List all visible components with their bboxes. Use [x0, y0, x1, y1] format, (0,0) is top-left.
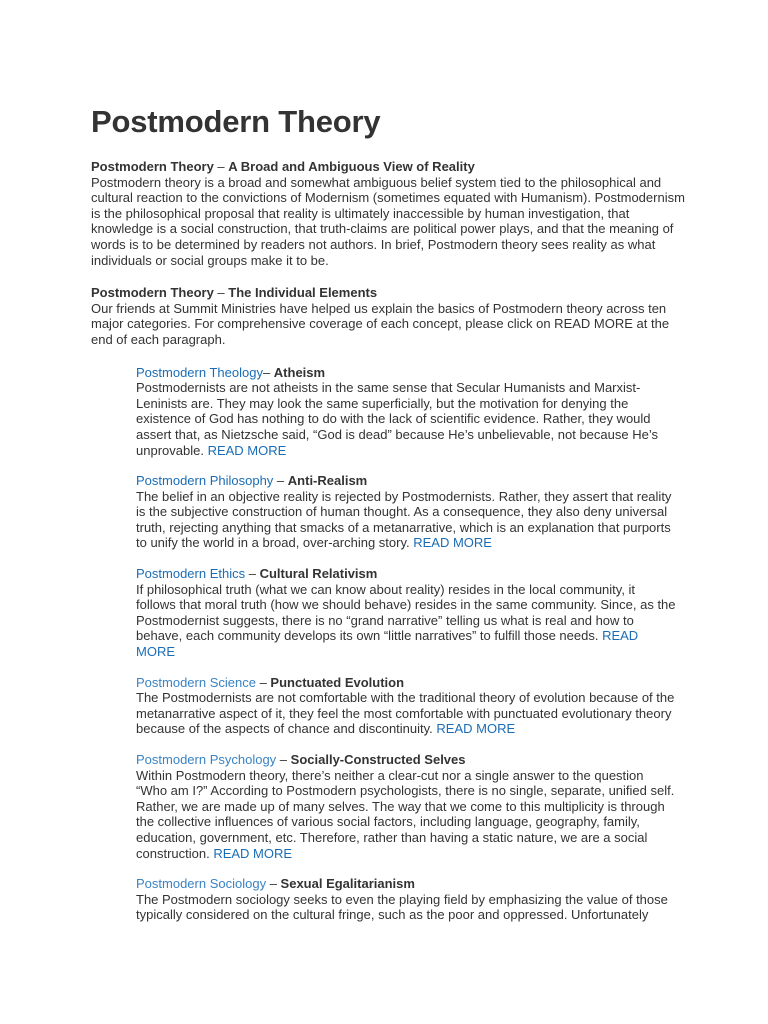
- section-heading-suffix: A Broad and Ambiguous View of Reality: [228, 159, 475, 174]
- category-text: Postmodernists are not atheists in the same sense that Secular Humanists and Marxist-Leninists are. They may look the same superficially, but the motivation for denying the existence of God has nothing to do with the lack of scientific evidence. Rather, they would assert that, as Nietzsche said, “God is dead” because He’s unbelievable, not because He’s unprovable.: [136, 380, 658, 458]
- category-label: Anti-Realism: [287, 473, 368, 489]
- category-text: The Postmodernists are not comfortable with the traditional theory of evolution because of the metanarrative aspect of it, they feel the most comfortable with punctuated evolutionary theory because of the aspects of chance and discontinuity.: [136, 690, 675, 737]
- category-body: [136, 892, 676, 923]
- section-broad-view: [91, 159, 688, 268]
- category-label: Sexual Egalitarianism: [280, 876, 415, 892]
- category-psychology: [136, 752, 676, 861]
- category-body: [136, 489, 676, 551]
- category-heading: [136, 365, 676, 381]
- category-sep: –: [245, 566, 260, 582]
- read-more-link[interactable]: READ MORE: [436, 721, 516, 737]
- category-label: Cultural Relativism: [259, 566, 378, 582]
- section-heading: [91, 285, 688, 301]
- category-text: The belief in an objective reality is rejected by Postmodernists. Rather, they assert that reality is the subjective construction of human thought. As a consequence, they also deny universal truth, rejecting anything that smacks of a metanarrative, which is an explanation that purports to unify the world in a broad, over-arching story.: [136, 488, 672, 551]
- category-text: If philosophical truth (what we can know about reality) resides in the local community, it follows that moral truth (how we should behave) resides in the same community. Since, as the Postmodernist suggests, there is no “grand narrative” telling us what is real and how to behave, each community develops its own “little narratives” to fulfill those needs.: [136, 581, 676, 644]
- section-heading-prefix: Postmodern Theory: [91, 159, 214, 174]
- category-label: Socially-Constructed Selves: [290, 752, 466, 767]
- category-topic-link[interactable]: Postmodern Sociology: [136, 876, 267, 892]
- category-heading: [136, 876, 676, 892]
- category-topic-link[interactable]: Postmodern Science: [136, 674, 256, 690]
- category-label: Punctuated Evolution: [270, 674, 405, 690]
- category-topic-link[interactable]: Postmodern Psychology: [136, 752, 277, 767]
- category-body: [136, 582, 676, 660]
- category-sep: –: [276, 752, 291, 767]
- section-heading-prefix: Postmodern Theory: [91, 285, 214, 301]
- section-body: Postmodern theory is a broad and somewhat ambiguous belief system tied to the philosophical and cultural reaction to the convictions of Modernism (sometimes equated with Humanism). Postmodernism is the philosophical proposal that reality is ultimately inaccessible by human investigation, that knowledge is a social construction, that truth-claims are political power plays, and that the meaning of words is to be determined by readers not authors. In brief, Postmodern theory sees reality as what individuals or social groups make it to be.: [91, 174, 685, 268]
- category-heading: [136, 752, 676, 768]
- category-body: [136, 768, 676, 862]
- category-heading: [136, 473, 676, 489]
- category-sep: –: [273, 473, 288, 489]
- category-body: [136, 690, 676, 737]
- category-sociology: [136, 876, 676, 923]
- section-individual-elements: [91, 285, 688, 347]
- category-text: The Postmodern sociology seeks to even the playing field by emphasizing the value of those typically considered on the cultural fringe, such as the poor and oppressed. Unfortunately: [136, 891, 668, 923]
- category-ethics: [136, 566, 676, 660]
- category-theology: [136, 365, 676, 459]
- category-heading: [136, 675, 676, 691]
- category-science: [136, 675, 676, 737]
- category-label: Atheism: [273, 364, 326, 380]
- category-topic-link[interactable]: Postmodern Theology: [136, 364, 263, 380]
- category-text: Within Postmodern theory, there’s neither a clear-cut nor a single answer to the question “Who am I?” According to Postmodern psychologists, there is no single, separate, unified self. Rather, we are made up of many selves. The way that we come to this multiplicity is through the collective influences of various social factors, including language, geography, family, education, government, etc. Therefore, rather than having a static nature, we are a social construction.: [136, 767, 675, 861]
- read-more-link[interactable]: READ MORE: [413, 535, 492, 551]
- category-body: [136, 380, 676, 458]
- category-topic-link[interactable]: Postmodern Philosophy: [136, 473, 274, 489]
- category-sep: –: [255, 674, 271, 690]
- read-more-link[interactable]: READ MORE: [213, 845, 293, 861]
- section-heading-sep: –: [213, 285, 229, 301]
- section-heading-sep: –: [213, 159, 229, 174]
- read-more-link[interactable]: READ MORE: [136, 628, 639, 660]
- category-philosophy: [136, 473, 676, 551]
- category-heading: [136, 566, 676, 582]
- page-title: Postmodern Theory: [91, 104, 381, 139]
- section-heading-suffix: The Individual Elements: [228, 285, 378, 301]
- section-heading: [91, 159, 688, 175]
- read-more-link[interactable]: READ MORE: [207, 442, 287, 458]
- category-sep: –: [266, 876, 281, 892]
- category-topic-link[interactable]: Postmodern Ethics: [136, 566, 246, 582]
- section-body: Our friends at Summit Ministries have helped us explain the basics of Postmodern theory across ten major categories. For comprehensive coverage of each concept, please click on READ MORE at the end of each paragraph.: [91, 300, 670, 347]
- category-sep: –: [262, 364, 274, 380]
- category-list: [91, 365, 688, 923]
